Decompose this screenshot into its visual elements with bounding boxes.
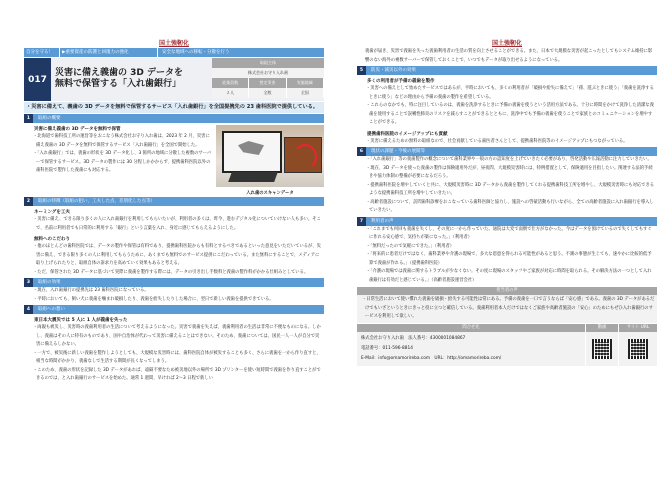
- scan-photo: [216, 125, 324, 196]
- manager-voice-text: ・日常生活において使い慣れた義歯を破損・紛失する可能性は常にある。予備の義歯を一口で言うならば「安心感」である。義歯の 3D データがあるだけでもいざというときにきっと役に立つと確信している。義歯利用者本人だけではなくご家族や高齢者施設の「安心」のためにもぜひ入れ歯銀行のサービスを利用して欲しい。: [357, 295, 657, 323]
- meta-header-region: 実施地域: [287, 78, 324, 88]
- contact-block: [357, 324, 657, 366]
- section-header-1: [24, 114, 324, 123]
- meta-header-employees: 従業員数: [212, 78, 249, 88]
- bullet: ・このため、義歯の形状を記録した 3D データがあれば、遠隔不要なため被災地以外の場所で 3D プリンターを使い短時間で義歯を作り直すことができるのでは、と入れ歯銀行のサービスを始めた。通常 1 週間、早ければ 2～3 日程で新しい: [33, 367, 321, 381]
- section-number: 2: [24, 197, 33, 206]
- bullet: ・ただ、保管された 3D データに基づいて実際に義歯を製作する際には、データの引き出し手数料と義歯の製作料がかかる仕組みとしている。: [33, 269, 309, 275]
- section-number: 7: [357, 217, 366, 226]
- section-number: 3: [24, 278, 33, 287]
- photo-caption: 入れ歯のスキャンデータ: [246, 191, 294, 196]
- section-subtitle: 提携歯科医院のイメージアップにも貢献: [367, 131, 448, 137]
- section-subtitle: 東日本大震災では 5 人に 1 人が義歯を失った: [34, 318, 128, 323]
- section-title: 防災・減災以外の効果: [371, 68, 416, 73]
- section-title: 現状の課題・今後の展開等: [371, 149, 425, 154]
- bullet: ・両親も被災し、災害時の義歯利用者の生活について考えるようになった。災害で義歯を失えば、義歯利用者の生活は非常に不便なものになる。しかし、義歯はその人に特有のものであり、国や自治体が代わって災害に備えることはできない。そのため、義歯については、国民一人一人が自分で災害に備えるしかない。: [33, 325, 321, 347]
- section-subtitle: ネーミングを工夫: [34, 210, 70, 215]
- kokudo-link[interactable]: 国土強靭化: [491, 40, 522, 47]
- video-label: 動画: [586, 324, 618, 332]
- category-self-protect: 自分を守る！: [24, 48, 60, 57]
- section-header-7: [357, 217, 657, 226]
- section-header-4: [24, 305, 324, 314]
- video-qr-icon[interactable]: [592, 339, 612, 359]
- section-1-body: [24, 123, 324, 196]
- title-line-1: 災害に備え義歯の 3D データを: [55, 68, 184, 78]
- bullet: ・平時においても、飼い犬に義歯を噛まれ破損したり、義歯を紛失したりした場合に、翌日で新しい義歯を提供できている。: [33, 296, 274, 302]
- bullet: ・「入れ歯銀行」等の義歯製作の概念について歯科業界や一般の方の認知度を上げていきたく必要があり、啓発活動や広報活動に注力していきたい。: [366, 157, 652, 162]
- bullet: ・高齢者施設について、訪問歯科診療をおこなっている歯科医師と協力し、施設への啓蒙活動も行いながら、全ての高齢者施設に入れ歯銀行を導入していきたい。: [366, 199, 654, 213]
- section-number: 5: [357, 66, 366, 75]
- bullet: ・「これまでも何回も義歯を失くし、その度に一から作っていた。通院は大変で面倒で仕方がなかった。今はデータを預けているので失くしてもすぐに作れる安心感で、気持ちが楽になった。」（利用者）: [366, 226, 652, 240]
- org-label: 取組主体: [212, 58, 324, 68]
- case-number: 017: [24, 58, 51, 101]
- meta-table: [212, 58, 324, 101]
- contact-company: 株式会社お守り入れ歯 法人番号：4300001084867: [361, 335, 466, 341]
- category-relocation: 安全な地域への移転・分散を行う: [162, 50, 230, 55]
- site-qr-icon[interactable]: [628, 339, 648, 359]
- section-number: 6: [357, 147, 366, 156]
- meta-header-disaster: 想定災害: [249, 78, 286, 88]
- org-value: 株式会社お守り入れ歯: [212, 68, 324, 78]
- manager-voice-header: 担当者の声: [357, 287, 657, 295]
- section-number: 4: [24, 305, 33, 314]
- bullet: ・一方で、被災後に新しい義歯を製作しようとしても、大規模な災害時には、歯科医院自体が被災することも多く、さらに義歯を一から作り直すと、相当な時間がかかり、義歯なしで生活する期間が長くなってしまう。: [33, 350, 321, 364]
- contact-phone: 電話番号：011-596-8814: [361, 345, 413, 351]
- section-subtitle: 無料へのこだわり: [34, 237, 70, 242]
- bullet: ・これらのなかでも、特に注目しているのは、義歯を洗浄するときに予備の義歯を使うという活用方法である。十分に時間をかけて洗浄した清潔な義歯を使用することで誤嚥性肺炎のリスクを減らすことができるとともに、洗浄中でも予備の義歯を使うことで家族とのコミュニケーションを増やすことができる。: [366, 103, 654, 125]
- section-subtitle: 多くの利用者が予備の義歯を製作: [367, 79, 435, 84]
- title-row: [24, 57, 324, 101]
- meta-value-region: 全国: [287, 88, 324, 98]
- section-header-2: [24, 197, 324, 206]
- section-title: 取組の概要: [38, 116, 61, 121]
- summary: ・災害に備えて、義歯の 3D データを無料で保管するサービス「入れ歯銀行」を全国提携先の 23 歯科医院で提供している。: [24, 102, 324, 113]
- section-title: 取組の効果: [38, 280, 61, 285]
- scanner-image: [216, 125, 324, 187]
- kokudo-link[interactable]: 国土強靭化: [158, 40, 189, 47]
- section-header-6: [357, 147, 657, 156]
- section-number: 1: [24, 114, 33, 123]
- bullet: ・現在、入れ歯銀行の提携先は 23 歯科医院になっている。: [33, 288, 149, 293]
- bullet: ・現在、3D データを使った義歯の製作は保険適用外だが、昼夜問、大規模災害時には、特例措置として、保険適用を目指したい。関連する法的手続きや協力体制の整備が必要になるだろう。: [366, 165, 653, 179]
- right-page: [357, 0, 657, 366]
- site-url-label: サイト URL: [619, 324, 657, 332]
- bullet: ・災害への備えとして始めたサービスではあるが、平時においても、多くの利用者が「破損や紛失に備えて」「孫、遊ぶときに使う」「義歯を洗浄するときに使う」などの理由から予備の義歯の製作を希望している。: [366, 86, 654, 100]
- bullet: ・「入れ歯銀行」では、義歯の形状を 3D データ化し、3 箇所の地域に分散した複数のサーバーで保管するサービス。3D データの製作には 30 分程しかかからず、提携歯科医院以外の歯科医院で製作した義歯にも対応する。: [33, 151, 212, 173]
- section-header-5: [357, 66, 657, 75]
- bullet: ・「無料だったので気軽にできた。」（利用者）: [366, 243, 455, 249]
- meta-value-employees: ２人: [212, 88, 249, 98]
- page-title: [51, 58, 212, 101]
- bullet: ・災害に備え、できる限り多くの人に入れ歯銀行を利用してもらいたいが、利用者の多くは、昨今、進むデジタル化についていけない人も多い。そこで、名前に利用者でも日常的に利用する「銀行」という言葉を入れ、身近に感じてもらえるようにした。: [33, 217, 321, 231]
- bullet: ・提携歯科医院を増やしていくと共に、大規模災害時に 3D データから義歯を製作してくれる提携歯科技工所を増やし、大規模災害時にも対応できるような提携歯科技工所を増やしていきたい。: [366, 182, 655, 196]
- section-header-3: [24, 278, 324, 287]
- bullet: ・他のほとんどの歯科医院では、データの製作や保管は有料であり、提携歯科医院からも有料とするべきであるといった意見をいただいているが、災害に備え、できる限り多くの人に利用してもらうために、あくまでも無料でのサービス提供にこだわっている。また無料にすることで、メディアに取り上げられたりと、取組自体の訴求力を高めていく効果もあると考える。: [33, 244, 321, 266]
- bullet: ・災害に備えるための無料の取組なので、社会貢献している歯医者さんとして、提携歯科医院等のイメージアップにもつながっている。: [366, 138, 628, 144]
- continuation-text: 義歯が届き、災害で義歯を失った義歯利用者の生活の質を向上させることができる。また、日本で大規模な災害が起こったとしてもシステム維持に影響のない海外の複数サーバーで保管しておくことで、いつでもデータが取り出せるようになっている。: [365, 49, 653, 63]
- contact-email-url[interactable]: E-Mail：info@omamorireba.com URL：http://omamorireba.com/: [361, 355, 502, 361]
- left-page: [24, 0, 324, 384]
- section-title: 利用者の声: [371, 218, 394, 224]
- bullet: ・「介護の現場では義歯に関するトラブルが少なくない。その度に現場のスタッフやご家族が対応に時間を取られる。その解決方法の一つとして入れ歯銀行は有効だと感じている。」（高齢者施設運営会社）: [366, 269, 652, 283]
- section-title: 取組の特徴（取組の狙い、工夫した点、差別化した点等）: [38, 199, 155, 204]
- bullet: ・北海道で歯科技工所の運営等をおこなう株式会社お守り入れ歯は、2023 年 2 月、災害に備え義歯の 3D データを無料で保管するサービス「入れ歯銀行」を全国で開始した。: [33, 134, 210, 148]
- section-subtitle: 災害に備え義歯の 3D データを無料で保管: [34, 127, 121, 132]
- category-bar: [24, 48, 324, 57]
- section-title: 取組への想い: [38, 307, 65, 312]
- meta-value-disaster: 全般: [249, 88, 286, 98]
- category-asset-protection: ▶重要資産の防護と回復力の強化: [60, 48, 158, 57]
- contact-header: 問合せ先: [357, 324, 585, 332]
- title-line-2: 無料で保管する「入れ歯銀行」: [55, 79, 182, 89]
- bullet: ・「将来的に患者だけではなく、歯科業界や介護の現場で、多大な恩恵を得られる可能性があると思う。不測の事態が生じても、速やかに比較的低予算で義歯が作れる。」（提携歯科医院）: [366, 252, 652, 266]
